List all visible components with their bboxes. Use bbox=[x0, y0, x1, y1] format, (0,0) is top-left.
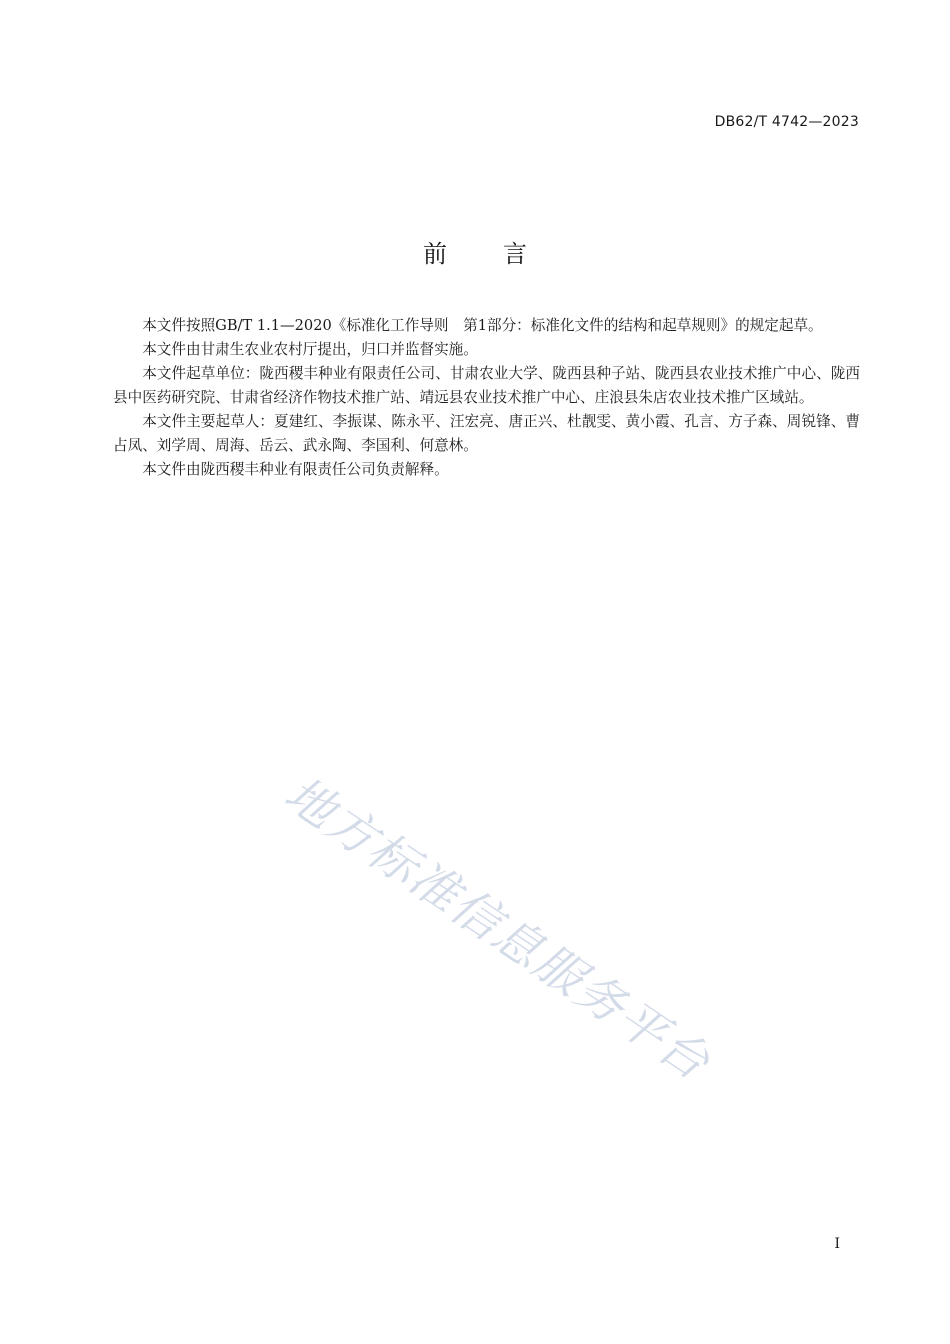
watermark: 地方标准信息服务平台 bbox=[274, 765, 721, 1092]
paragraph-drafting-rules: 本文件按照GB/T 1.1—2020《标准化工作导则 第1部分：标准化文件的结构和起草规则》的规定起草。 bbox=[142, 317, 823, 334]
page-number: I bbox=[834, 1236, 840, 1252]
page-title: 前言 bbox=[423, 240, 583, 268]
paragraph-proposer: 本文件由甘肃生农业农村厅提出，归口并监督实施。 bbox=[142, 341, 478, 358]
document-code: DB62/T 4742—2023 bbox=[714, 114, 859, 130]
paragraph-drafting-units: 本文件起草单位：陇西稷丰种业有限责任公司、甘肃农业大学、陇西县种子站、陇西县农业技术推广中心、陇西县中医药研究院、甘肃省经济作物技术推广站、靖远县农业技术推广中心、庄浪县朱店农业技术推广区域站。 bbox=[113, 365, 860, 406]
paragraph-drafters: 本文件主要起草人：夏建红、李振谋、陈永平、汪宏亮、唐正兴、杜靓雯、黄小霞、孔言、方子森、周锐锋、曹占凤、刘学周、周海、岳云、武永陶、李国利、何意林。 bbox=[113, 413, 860, 454]
paragraph-interpretation: 本文件由陇西稷丰种业有限责任公司负责解释。 bbox=[142, 461, 449, 478]
foreword-body bbox=[113, 314, 860, 482]
